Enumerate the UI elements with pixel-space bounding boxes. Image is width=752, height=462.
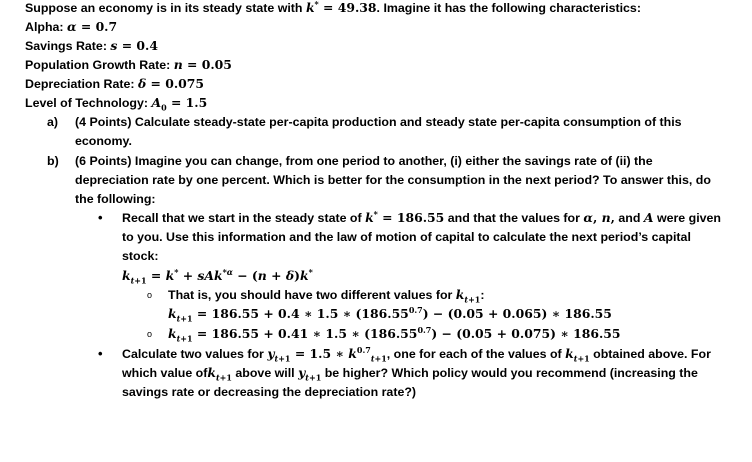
part-b-line2: depreciation rate by one percent. Which is better for the consumption in the next period? To answer this, do	[75, 173, 711, 187]
law-of-motion-equation: $k_{t+1} = k^* + sAk^{*\alpha} - (n + \delta)k^*$	[122, 266, 313, 286]
param-alpha: Alpha: α = 0.7	[25, 19, 118, 34]
equation-savings-increase: $k_{t+1} = 186.55 + 0.4$ ∗ 1.5 ∗ $(186.55^{0.7}) - (0.05 + 0.065)$ ∗ 186.55	[168, 304, 612, 324]
part-b-marker: b)	[47, 154, 59, 168]
param-savings: Savings Rate: s = 0.4	[25, 38, 158, 53]
bullet-icon: •	[98, 346, 103, 361]
bullet1-line1: Recall that we start in the steady state of k* = 186.55 and that the values for α, n, and A were given	[122, 208, 721, 225]
circle-bullet-icon: o	[147, 290, 153, 300]
bullet1-line3: stock:	[122, 249, 159, 263]
intro-text: Suppose an economy is in its steady state with	[25, 1, 303, 15]
bullet-icon: •	[98, 210, 103, 225]
param-population: Population Growth Rate: n = 0.05	[25, 57, 232, 72]
param-depreciation: Depreciation Rate: δ = 0.075	[25, 76, 205, 91]
intro-suffix: Imagine it has the following characteristics:	[383, 1, 641, 15]
part-a-marker: a)	[47, 115, 59, 129]
part-b-line3: the following:	[75, 192, 156, 206]
bullet2-line3: savings rate or decreasing the depreciation rate?)	[122, 385, 417, 399]
part-b-line1: (6 Points) Imagine you can change, from one period to another, (i) either the savings rate of (ii) the	[75, 154, 653, 168]
bullet2-line1: Calculate two values for $y_{t+1} = 1.5$ ∗ $k^{0.7}_{t+1}$, one for each of the values of $k_{t+1}$ obtained above. For	[122, 344, 711, 364]
intro-line: Suppose an economy is in its steady state with k* = 49.38. Imagine it has the following characteristics:	[25, 0, 641, 15]
part-a-line1: (4 Points) Calculate steady-state per-capita production and steady state per-capita consumption of this	[75, 115, 682, 129]
part-a-line2: economy.	[75, 134, 132, 148]
equation-depreciation-decrease: $k_{t+1} = 186.55 + 0.41$ ∗ 1.5 ∗ $(186.55^{0.7}) - (0.05 + 0.075)$ ∗ 186.55	[168, 324, 621, 344]
bullet1-line2: to you. Use this information and the law of motion of capital to calculate the next period’s capital	[122, 230, 691, 244]
bullet2-line2: which value ofk$_{t+1}$ above will $y_{t+1}$ be higher? Which policy would you recommend (increasing the	[122, 365, 698, 383]
circle-bullet-icon: o	[147, 329, 153, 339]
sub1-line: That is, you should have two different values for $k_{t+1}$:	[168, 287, 485, 305]
k-star-expression: k* = 49.38	[305, 0, 377, 15]
param-technology: Level of Technology: $A_0 = 1.5$	[25, 95, 208, 113]
